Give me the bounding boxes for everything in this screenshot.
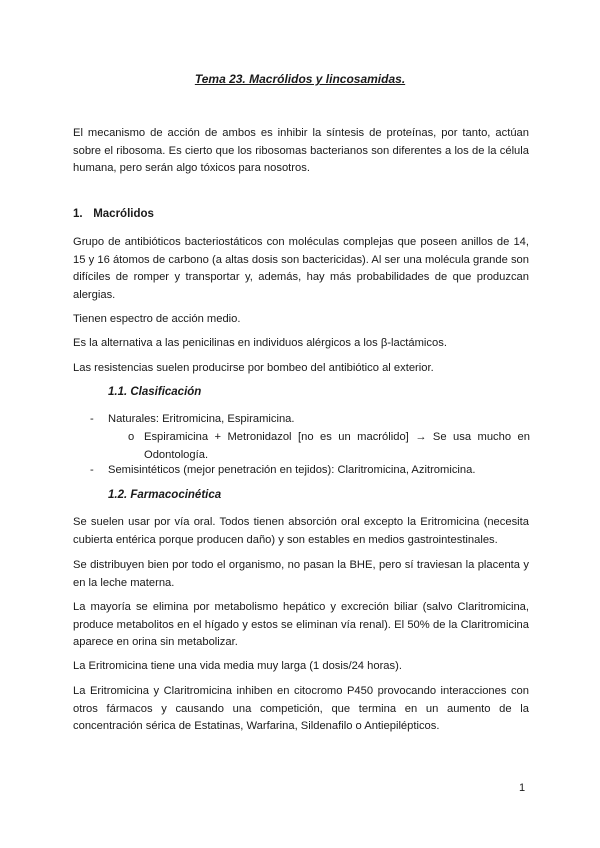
paragraph-interacciones: La Eritromicina y Claritromicina inhiben en citocromo P450 provocando interacciones con otros fármacos y causando una competición, que termina en un aumento de la concentración sérica de Estatinas, Warfarina, Sildenafilo o Antiepilépticos. (73, 685, 529, 732)
intro-paragraph: El mecanismo de acción de ambos es inhibir la síntesis de proteínas, por tanto, actúan sobre el ribosoma. Es cierto que los ribosomas bacterianos son diferentes a los de la célula humana, pero serán algo tóxicos para nosotros. (73, 127, 529, 174)
paragraph-alternativa: Es la alternativa a las penicilinas en individuos alérgicos a los β-lactámicos. (73, 337, 447, 349)
paragraph-definition: Grupo de antibióticos bacteriostáticos con moléculas complejas que poseen anillos de 14, 15 y 16 átomos de carbono (a altas dosis son bactericidas). Al ser una molécula grande son difíciles de romper y transportar y, además, hay más probabilidades de que produzcan alergias. (73, 236, 529, 301)
subsection-heading-farmacocinetica: 1.2. Farmacocinética (108, 489, 222, 501)
paragraph-distribucion: Se distribuyen bien por todo el organismo, no pasan la BHE, pero sí traviesan la placenta y en la leche materna. (73, 559, 529, 589)
page-title: Tema 23. Macrólidos y lincosamidas. (194, 72, 406, 86)
page-number: 1 (519, 782, 526, 794)
section-heading-text: Macrólidos (93, 208, 154, 220)
bullet-naturales: Naturales: Eritromicina, Espiramicina. (108, 413, 295, 425)
sub-bullet-espiramicina: Espiramicina + Metronidazol [no es un macrólido] → Se usa mucho en Odontología. (144, 431, 530, 461)
paragraph-espectro: Tienen espectro de acción medio. (73, 313, 241, 325)
bullet-semisinteticos: Semisintéticos (mejor penetración en tejidos): Claritromicina, Azitromicina. (108, 464, 476, 476)
paragraph-resistencias: Las resistencias suelen producirse por bombeo del antibiótico al exterior. (73, 362, 434, 374)
subsection-heading-clasificacion: 1.1. Clasificación (108, 386, 202, 398)
paragraph-vida-media: La Eritromicina tiene una vida media muy larga (1 dosis/24 horas). (73, 660, 402, 672)
section-heading-macrolidos (73, 208, 154, 220)
section-number: 1. (73, 208, 83, 220)
bullet-marker: - (90, 464, 94, 476)
paragraph-eliminacion: La mayoría se elimina por metabolismo hepático y excreción biliar (salvo Claritromicina, produce metabolitos en el hígado y estos se eliminan vía renal). El 50% de la Claritromicina aparece en orina sin metabolizar. (73, 601, 529, 648)
sub-bullet-marker: o (128, 431, 135, 443)
bullet-marker: - (90, 413, 94, 425)
paragraph-via-oral: Se suelen usar por vía oral. Todos tienen absorción oral excepto la Eritromicina (necesita cubierta entérica porque producen daño) y son estables en medios gastrointestinales. (73, 516, 529, 546)
